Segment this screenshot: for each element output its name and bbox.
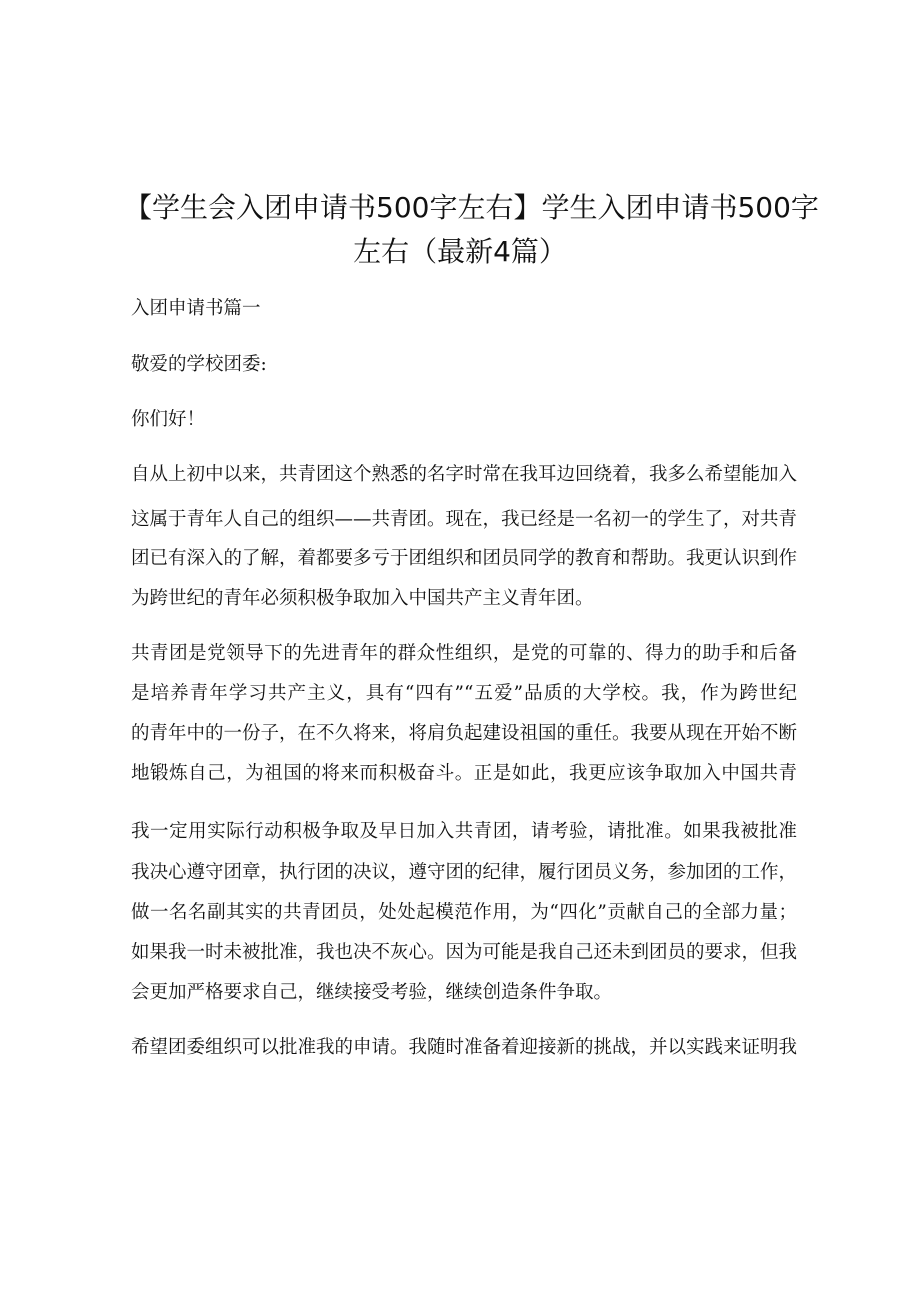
- paragraph-line: 我决心遵守团章，执行团的决议，遵守团的纪律，履行团员义务，参加团的工作，: [131, 862, 797, 883]
- paragraph-line: 的青年中的一份子，在不久将来，将肩负起建设祖国的重任。我要从现在开始不断: [131, 723, 797, 744]
- paragraph-line: 自从上初中以来，共青团这个熟悉的名字时常在我耳边回绕着，我多么希望能加入: [131, 464, 797, 485]
- paragraph-line: 做一名名副其实的共青团员，处处起模范作用，为“四化”贡献自己的全部力量；: [131, 902, 797, 923]
- title-line-2: 左右（最新4篇）: [353, 235, 567, 268]
- greeting: 你们好！: [131, 409, 206, 430]
- paragraph-line: 为跨世纪的青年必须积极争取加入中国共产主义青年团。: [131, 588, 594, 609]
- paragraph-line: 这属于青年人自己的组织——共青团。现在，我已经是一名初一的学生了，对共青: [131, 509, 797, 530]
- paragraph-line: 会更加严格要求自己，继续接受考验，继续创造条件争取。: [131, 982, 613, 1003]
- paragraph-line: 共青团是党领导下的先进青年的群众性组织，是党的可靠的、得力的助手和后备: [131, 643, 797, 664]
- title-line-1: 【学生会入团申请书500字左右】学生入团申请书500字: [124, 191, 819, 224]
- paragraph-line: 团已有深入的了解，着都要多亏于团组织和团员同学的教育和帮助。我更认识到作: [131, 548, 797, 569]
- paragraph-line: 如果我一时未被批准，我也决不灰心。因为可能是我自己还未到团员的要求，但我: [131, 942, 797, 963]
- paragraph-line: 希望团委组织可以批准我的申请。我随时准备着迎接新的挑战，并以实践来证明我: [131, 1037, 797, 1058]
- paragraph-line: 是培养青年学习共产主义，具有“四有”“五爱”品质的大学校。我，作为跨世纪: [131, 683, 797, 704]
- paragraph-line: 我一定用实际行动积极争取及早日加入共青团，请考验，请批准。如果我被批准: [131, 821, 797, 842]
- salutation: 敬爱的学校团委:: [131, 354, 267, 375]
- section-heading: 入团申请书篇一: [131, 298, 261, 319]
- paragraph-line: 地锻炼自己，为祖国的将来而积极奋斗。正是如此，我更应该争取加入中国共青: [131, 763, 797, 784]
- document-title: [124, 186, 819, 274]
